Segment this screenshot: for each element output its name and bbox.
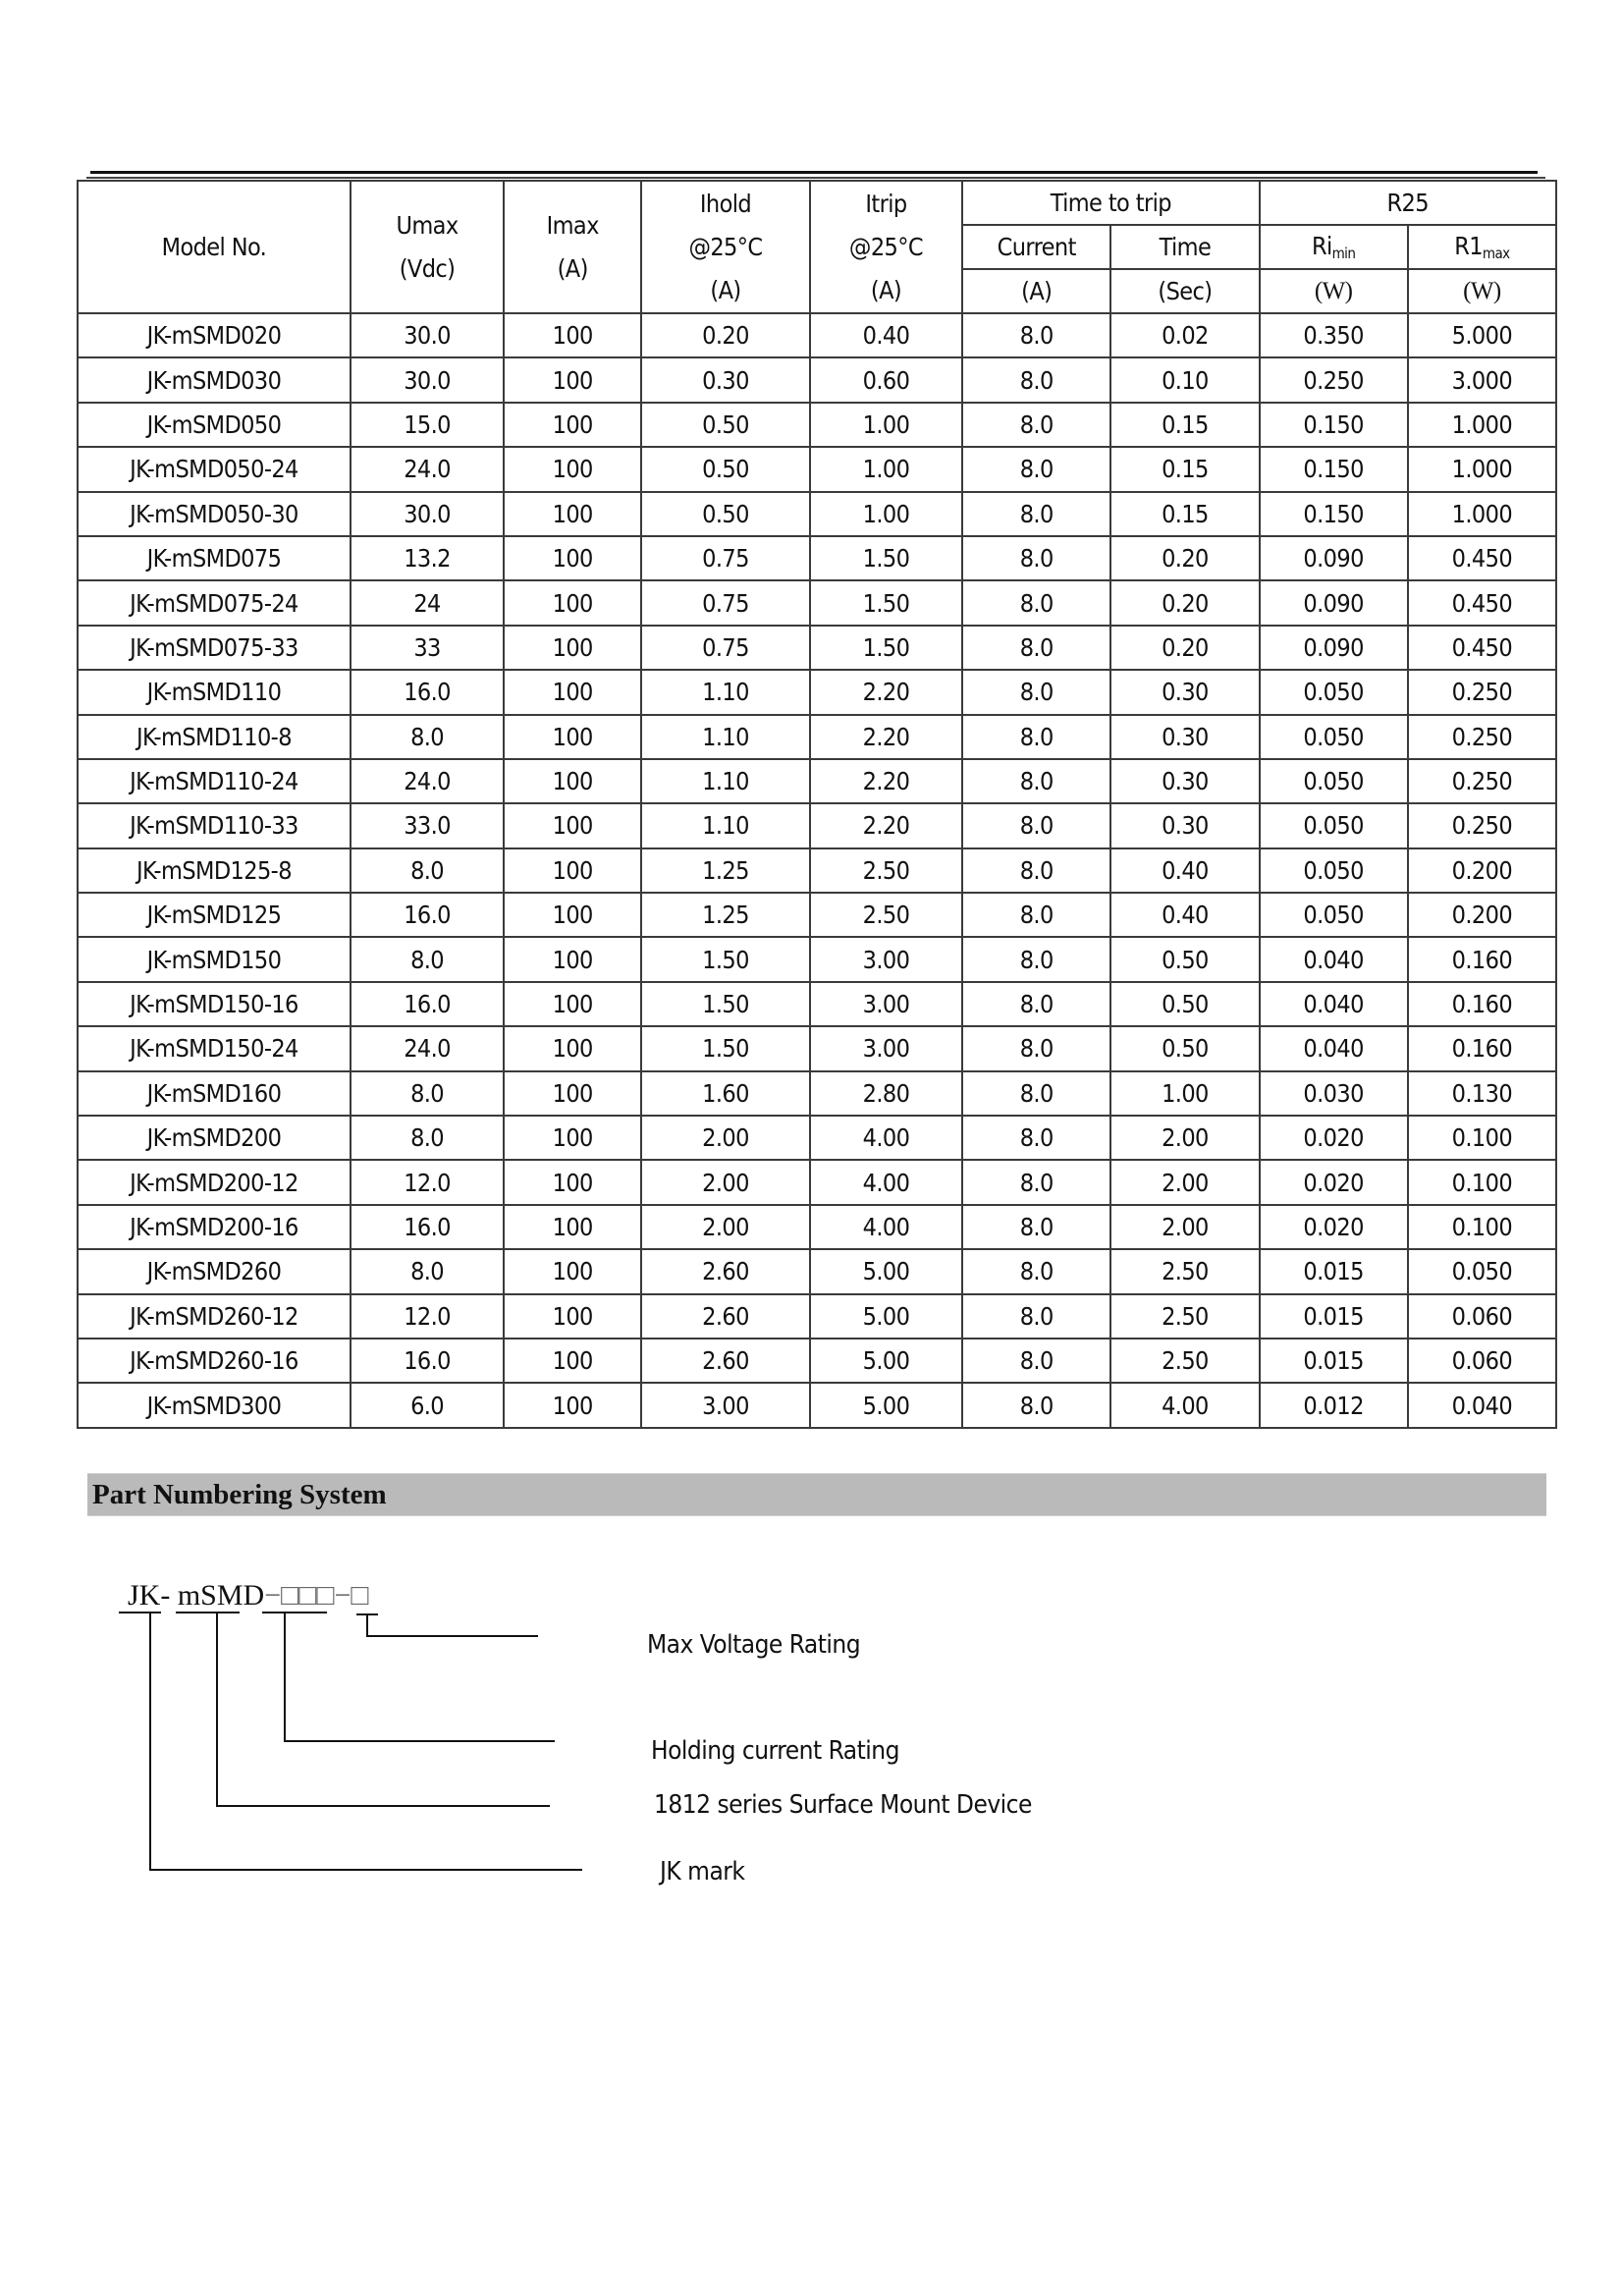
cell-ri-min: 0.020	[1260, 1205, 1408, 1249]
cell-ihold: 1.25	[641, 848, 810, 893]
cell-r1-max: 0.450	[1408, 580, 1556, 625]
cell-umax: 24.0	[351, 759, 504, 803]
cell-r1-max: 0.450	[1408, 536, 1556, 580]
cell-trip-time: 0.10	[1110, 357, 1259, 402]
cell-ri-min: 0.015	[1260, 1294, 1408, 1339]
cell-model: JK-mSMD260-16	[78, 1339, 351, 1383]
cell-trip-time: 0.20	[1110, 536, 1259, 580]
cell-ri-min: 0.050	[1260, 803, 1408, 847]
cell-ri-min: 0.020	[1260, 1116, 1408, 1160]
cell-model: JK-mSMD160	[78, 1071, 351, 1116]
cell-model: JK-mSMD075	[78, 536, 351, 580]
cell-imax: 100	[504, 670, 641, 714]
cell-umax: 8.0	[351, 1249, 504, 1293]
cell-model: JK-mSMD125-8	[78, 848, 351, 893]
cell-imax: 100	[504, 1383, 641, 1427]
cell-model: JK-mSMD200-16	[78, 1205, 351, 1249]
cell-r1-max: 0.250	[1408, 670, 1556, 714]
cell-ihold: 1.10	[641, 715, 810, 759]
cell-umax: 16.0	[351, 1205, 504, 1249]
cell-imax: 100	[504, 403, 641, 447]
cell-itrip: 1.00	[810, 492, 962, 536]
header-ttt-current-unit: (A)	[962, 269, 1110, 313]
cell-model: JK-mSMD020	[78, 313, 351, 357]
cell-trip-time: 2.50	[1110, 1339, 1259, 1383]
cell-model: JK-mSMD110-8	[78, 715, 351, 759]
cell-model: JK-mSMD030	[78, 357, 351, 402]
cell-ihold: 1.10	[641, 803, 810, 847]
cell-umax: 8.0	[351, 848, 504, 893]
cell-trip-current: 8.0	[962, 1383, 1110, 1427]
cell-imax: 100	[504, 1026, 641, 1070]
cell-ihold: 1.10	[641, 670, 810, 714]
label-series: 1812 series Surface Mount Device	[654, 1790, 1032, 1820]
cell-itrip: 3.00	[810, 982, 962, 1026]
label-jk-mark: JK mark	[660, 1857, 745, 1886]
header-ttt-time-unit: (Sec)	[1110, 269, 1259, 313]
code-separator: −	[334, 1579, 351, 1612]
cell-itrip: 4.00	[810, 1116, 962, 1160]
cell-ri-min: 0.350	[1260, 313, 1408, 357]
cell-imax: 100	[504, 536, 641, 580]
cell-model: JK-mSMD050-30	[78, 492, 351, 536]
cell-trip-time: 2.00	[1110, 1160, 1259, 1204]
cell-trip-current: 8.0	[962, 982, 1110, 1026]
header-itrip: Itrip @25°C (A)	[810, 181, 962, 313]
cell-ihold: 0.75	[641, 580, 810, 625]
cell-umax: 6.0	[351, 1383, 504, 1427]
cell-umax: 16.0	[351, 982, 504, 1026]
code-voltage-box: □	[351, 1579, 369, 1612]
cell-itrip: 4.00	[810, 1160, 962, 1204]
cell-trip-time: 4.00	[1110, 1383, 1259, 1427]
cell-ihold: 3.00	[641, 1383, 810, 1427]
cell-umax: 30.0	[351, 357, 504, 402]
cell-trip-current: 8.0	[962, 715, 1110, 759]
cell-ihold: 1.50	[641, 937, 810, 981]
cell-ri-min: 0.090	[1260, 536, 1408, 580]
cell-ri-min: 0.150	[1260, 403, 1408, 447]
section-title: Part Numbering System	[92, 1479, 387, 1510]
cell-r1-max: 1.000	[1408, 492, 1556, 536]
code-current-boxes: □□□	[281, 1579, 335, 1612]
cell-ihold: 2.00	[641, 1116, 810, 1160]
cell-model: JK-mSMD125	[78, 893, 351, 937]
cell-ri-min: 0.012	[1260, 1383, 1408, 1427]
cell-r1-max: 0.060	[1408, 1294, 1556, 1339]
cell-imax: 100	[504, 1116, 641, 1160]
cell-itrip: 5.00	[810, 1294, 962, 1339]
cell-r1-max: 0.250	[1408, 803, 1556, 847]
cell-ihold: 0.30	[641, 357, 810, 402]
cell-trip-time: 0.02	[1110, 313, 1259, 357]
cell-umax: 16.0	[351, 893, 504, 937]
code-separator: −	[264, 1579, 282, 1612]
header-time-to-trip: Time to trip	[962, 181, 1259, 225]
cell-umax: 30.0	[351, 492, 504, 536]
cell-trip-current: 8.0	[962, 1339, 1110, 1383]
cell-trip-time: 0.50	[1110, 982, 1259, 1026]
cell-trip-time: 0.50	[1110, 1026, 1259, 1070]
cell-umax: 12.0	[351, 1160, 504, 1204]
cell-itrip: 2.20	[810, 715, 962, 759]
cell-ihold: 2.00	[641, 1160, 810, 1204]
cell-trip-current: 8.0	[962, 580, 1110, 625]
cell-itrip: 2.80	[810, 1071, 962, 1116]
cell-trip-current: 8.0	[962, 626, 1110, 670]
cell-imax: 100	[504, 492, 641, 536]
header-r1max: $R1_{max}$	[1408, 225, 1556, 269]
cell-ri-min: 0.250	[1260, 357, 1408, 402]
cell-ri-min: 0.020	[1260, 1160, 1408, 1204]
cell-ihold: 1.60	[641, 1071, 810, 1116]
cell-umax: 8.0	[351, 1116, 504, 1160]
cell-ihold: 1.50	[641, 1026, 810, 1070]
cell-itrip: 2.20	[810, 670, 962, 714]
cell-ri-min: 0.040	[1260, 1026, 1408, 1070]
cell-itrip: 2.20	[810, 759, 962, 803]
cell-model: JK-mSMD075-24	[78, 580, 351, 625]
cell-umax: 8.0	[351, 715, 504, 759]
cell-r1-max: 0.100	[1408, 1160, 1556, 1204]
cell-r1-max: 0.160	[1408, 1026, 1556, 1070]
cell-itrip: 2.20	[810, 803, 962, 847]
cell-ihold: 0.50	[641, 447, 810, 491]
code-prefix: JK-	[128, 1579, 178, 1612]
header-model: Model No.	[78, 181, 351, 313]
cell-trip-time: 0.15	[1110, 492, 1259, 536]
cell-trip-time: 0.15	[1110, 447, 1259, 491]
cell-imax: 100	[504, 580, 641, 625]
cell-itrip: 1.00	[810, 447, 962, 491]
label-max-voltage: Max Voltage Rating	[647, 1630, 861, 1660]
cell-umax: 24.0	[351, 447, 504, 491]
cell-umax: 12.0	[351, 1294, 504, 1339]
cell-trip-time: 0.15	[1110, 403, 1259, 447]
cell-ri-min: 0.150	[1260, 447, 1408, 491]
cell-trip-time: 0.40	[1110, 893, 1259, 937]
cell-model: JK-mSMD075-33	[78, 626, 351, 670]
cell-ri-min: 0.150	[1260, 492, 1408, 536]
cell-ihold: 2.60	[641, 1294, 810, 1339]
cell-umax: 15.0	[351, 403, 504, 447]
cell-r1-max: 0.040	[1408, 1383, 1556, 1427]
cell-trip-current: 8.0	[962, 803, 1110, 847]
cell-trip-time: 0.30	[1110, 670, 1259, 714]
cell-trip-time: 2.00	[1110, 1116, 1259, 1160]
cell-r1-max: 0.200	[1408, 848, 1556, 893]
cell-ri-min: 0.050	[1260, 848, 1408, 893]
cell-umax: 16.0	[351, 670, 504, 714]
cell-model: JK-mSMD200-12	[78, 1160, 351, 1204]
cell-r1-max: 1.000	[1408, 447, 1556, 491]
cell-trip-current: 8.0	[962, 536, 1110, 580]
cell-model: JK-mSMD110-24	[78, 759, 351, 803]
cell-ihold: 0.75	[641, 626, 810, 670]
cell-r1-max: 0.200	[1408, 893, 1556, 937]
code-series: mSMD	[177, 1579, 265, 1612]
cell-model: JK-mSMD110-33	[78, 803, 351, 847]
cell-model: JK-mSMD200	[78, 1116, 351, 1160]
cell-imax: 100	[504, 1339, 641, 1383]
cell-imax: 100	[504, 357, 641, 402]
header-umax: Umax (Vdc)	[351, 181, 504, 313]
cell-imax: 100	[504, 1294, 641, 1339]
cell-model: JK-mSMD050	[78, 403, 351, 447]
cell-trip-current: 8.0	[962, 447, 1110, 491]
cell-trip-current: 8.0	[962, 893, 1110, 937]
cell-ri-min: 0.090	[1260, 626, 1408, 670]
cell-ihold: 2.00	[641, 1205, 810, 1249]
cell-imax: 100	[504, 313, 641, 357]
cell-umax: 8.0	[351, 1071, 504, 1116]
cell-trip-current: 8.0	[962, 403, 1110, 447]
cell-imax: 100	[504, 1160, 641, 1204]
cell-umax: 33	[351, 626, 504, 670]
cell-trip-current: 8.0	[962, 357, 1110, 402]
cell-imax: 100	[504, 937, 641, 981]
header-ttt-time: Time	[1110, 225, 1259, 269]
cell-itrip: 3.00	[810, 1026, 962, 1070]
cell-trip-current: 8.0	[962, 1294, 1110, 1339]
cell-r1-max: 0.100	[1408, 1205, 1556, 1249]
cell-imax: 100	[504, 447, 641, 491]
cell-trip-time: 0.20	[1110, 626, 1259, 670]
cell-ihold: 2.60	[641, 1339, 810, 1383]
cell-ihold: 1.10	[641, 759, 810, 803]
cell-trip-current: 8.0	[962, 1071, 1110, 1116]
cell-r1-max: 5.000	[1408, 313, 1556, 357]
cell-r1-max: 0.060	[1408, 1339, 1556, 1383]
cell-itrip: 5.00	[810, 1383, 962, 1427]
cell-ihold: 0.75	[641, 536, 810, 580]
cell-itrip: 1.00	[810, 403, 962, 447]
cell-itrip: 3.00	[810, 937, 962, 981]
cell-trip-time: 1.00	[1110, 1071, 1259, 1116]
cell-itrip: 0.40	[810, 313, 962, 357]
cell-ri-min: 0.050	[1260, 715, 1408, 759]
cell-ihold: 1.25	[641, 893, 810, 937]
cell-trip-time: 0.20	[1110, 580, 1259, 625]
cell-itrip: 1.50	[810, 626, 962, 670]
label-holding-current: Holding current Rating	[651, 1736, 899, 1766]
cell-itrip: 2.50	[810, 893, 962, 937]
cell-model: JK-mSMD260-12	[78, 1294, 351, 1339]
cell-trip-current: 8.0	[962, 492, 1110, 536]
cell-trip-time: 0.40	[1110, 848, 1259, 893]
header-r25: R25	[1260, 181, 1556, 225]
cell-trip-current: 8.0	[962, 1160, 1110, 1204]
cell-r1-max: 0.160	[1408, 982, 1556, 1026]
cell-trip-current: 8.0	[962, 1249, 1110, 1293]
cell-imax: 100	[504, 759, 641, 803]
header-ihold: Ihold @25°C (A)	[641, 181, 810, 313]
cell-model: JK-mSMD110	[78, 670, 351, 714]
cell-imax: 100	[504, 1205, 641, 1249]
cell-r1-max: 0.450	[1408, 626, 1556, 670]
cell-ri-min: 0.015	[1260, 1339, 1408, 1383]
header-ttt-current: Current	[962, 225, 1110, 269]
cell-ihold: 0.50	[641, 492, 810, 536]
cell-r1-max: 0.130	[1408, 1071, 1556, 1116]
cell-trip-current: 8.0	[962, 1205, 1110, 1249]
cell-itrip: 5.00	[810, 1249, 962, 1293]
cell-model: JK-mSMD150	[78, 937, 351, 981]
header-r1max-unit: (W)	[1408, 269, 1556, 313]
cell-ri-min: 0.040	[1260, 982, 1408, 1026]
cell-itrip: 2.50	[810, 848, 962, 893]
cell-model: JK-mSMD150-16	[78, 982, 351, 1026]
cell-trip-time: 2.00	[1110, 1205, 1259, 1249]
cell-trip-time: 2.50	[1110, 1249, 1259, 1293]
cell-umax: 33.0	[351, 803, 504, 847]
cell-trip-current: 8.0	[962, 313, 1110, 357]
header-imax: Imax (A)	[504, 181, 641, 313]
cell-imax: 100	[504, 1071, 641, 1116]
cell-umax: 24.0	[351, 1026, 504, 1070]
cell-ri-min: 0.090	[1260, 580, 1408, 625]
cell-imax: 100	[504, 715, 641, 759]
cell-imax: 100	[504, 803, 641, 847]
cell-ihold: 0.50	[641, 403, 810, 447]
cell-trip-time: 0.50	[1110, 937, 1259, 981]
cell-umax: 30.0	[351, 313, 504, 357]
cell-ihold: 0.20	[641, 313, 810, 357]
cell-itrip: 5.00	[810, 1339, 962, 1383]
cell-imax: 100	[504, 848, 641, 893]
cell-umax: 8.0	[351, 937, 504, 981]
cell-ri-min: 0.015	[1260, 1249, 1408, 1293]
cell-r1-max: 1.000	[1408, 403, 1556, 447]
cell-trip-current: 8.0	[962, 848, 1110, 893]
cell-r1-max: 0.250	[1408, 759, 1556, 803]
cell-imax: 100	[504, 982, 641, 1026]
cell-itrip: 1.50	[810, 580, 962, 625]
cell-r1-max: 0.100	[1408, 1116, 1556, 1160]
header-rimin: $Ri_{min}$	[1260, 225, 1408, 269]
cell-model: JK-mSMD050-24	[78, 447, 351, 491]
cell-imax: 100	[504, 893, 641, 937]
cell-itrip: 0.60	[810, 357, 962, 402]
cell-umax: 24	[351, 580, 504, 625]
cell-trip-current: 8.0	[962, 670, 1110, 714]
cell-trip-time: 0.30	[1110, 803, 1259, 847]
cell-model: JK-mSMD300	[78, 1383, 351, 1427]
cell-ri-min: 0.050	[1260, 893, 1408, 937]
cell-ri-min: 0.050	[1260, 759, 1408, 803]
cell-itrip: 4.00	[810, 1205, 962, 1249]
cell-imax: 100	[504, 1249, 641, 1293]
cell-ri-min: 0.050	[1260, 670, 1408, 714]
cell-model: JK-mSMD150-24	[78, 1026, 351, 1070]
cell-trip-current: 8.0	[962, 1116, 1110, 1160]
cell-itrip: 1.50	[810, 536, 962, 580]
cell-imax: 100	[504, 626, 641, 670]
cell-trip-time: 2.50	[1110, 1294, 1259, 1339]
cell-trip-time: 0.30	[1110, 715, 1259, 759]
cell-trip-current: 8.0	[962, 1026, 1110, 1070]
cell-umax: 16.0	[351, 1339, 504, 1383]
cell-ihold: 1.50	[641, 982, 810, 1026]
cell-umax: 13.2	[351, 536, 504, 580]
cell-r1-max: 0.160	[1408, 937, 1556, 981]
cell-r1-max: 0.050	[1408, 1249, 1556, 1293]
cell-trip-current: 8.0	[962, 937, 1110, 981]
header-rimin-unit: (W)	[1260, 269, 1408, 313]
cell-trip-current: 8.0	[962, 759, 1110, 803]
cell-trip-time: 0.30	[1110, 759, 1259, 803]
cell-r1-max: 3.000	[1408, 357, 1556, 402]
cell-ri-min: 0.030	[1260, 1071, 1408, 1116]
cell-ihold: 2.60	[641, 1249, 810, 1293]
cell-model: JK-mSMD260	[78, 1249, 351, 1293]
cell-ri-min: 0.040	[1260, 937, 1408, 981]
cell-r1-max: 0.250	[1408, 715, 1556, 759]
